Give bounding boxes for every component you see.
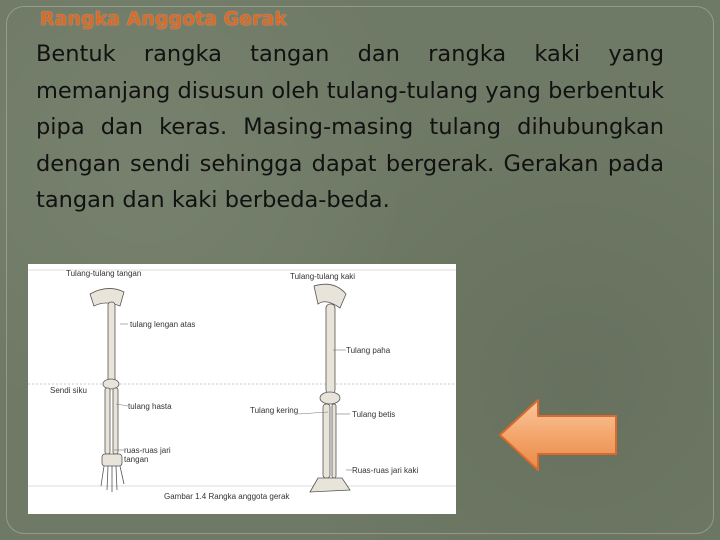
label-fibula: Tulang betis — [352, 410, 396, 419]
slide-title: Rangka Anggota Gerak — [40, 8, 287, 30]
skeleton-figure — [28, 264, 456, 514]
leg-skeleton — [310, 284, 350, 492]
label-radius: tulang hasta — [128, 402, 172, 411]
left-arrow-icon — [498, 398, 618, 472]
label-upper-arm: tulang lengan atas — [130, 320, 196, 329]
body-paragraph: Bentuk rangka tangan dan rangka kaki yang memanjang disusun oleh tulang-tulang yang berbentuk pipa dan keras. Masing-masing tulang dihubungkan dengan sendi sehingga dapat bergerak. Gerakan pada tangan dan kaki berbeda-beda. — [36, 41, 664, 213]
label-leg-bones: Tulang-tulang kaki — [290, 272, 356, 281]
label-elbow: Sendi siku — [50, 386, 87, 395]
label-shin: Tulang kering — [250, 406, 299, 415]
label-thigh: Tulang paha — [346, 346, 391, 355]
previous-slide-button[interactable] — [498, 398, 618, 472]
figure-caption: Gambar 1.4 Rangka anggota gerak — [164, 492, 290, 501]
arm-skeleton — [90, 288, 124, 492]
label-fingers: ruas-ruas jari tangan — [124, 446, 171, 464]
label-arm-bones: Tulang-tulang tangan — [66, 269, 142, 278]
label-toes: Ruas-ruas jari kaki — [352, 466, 419, 475]
